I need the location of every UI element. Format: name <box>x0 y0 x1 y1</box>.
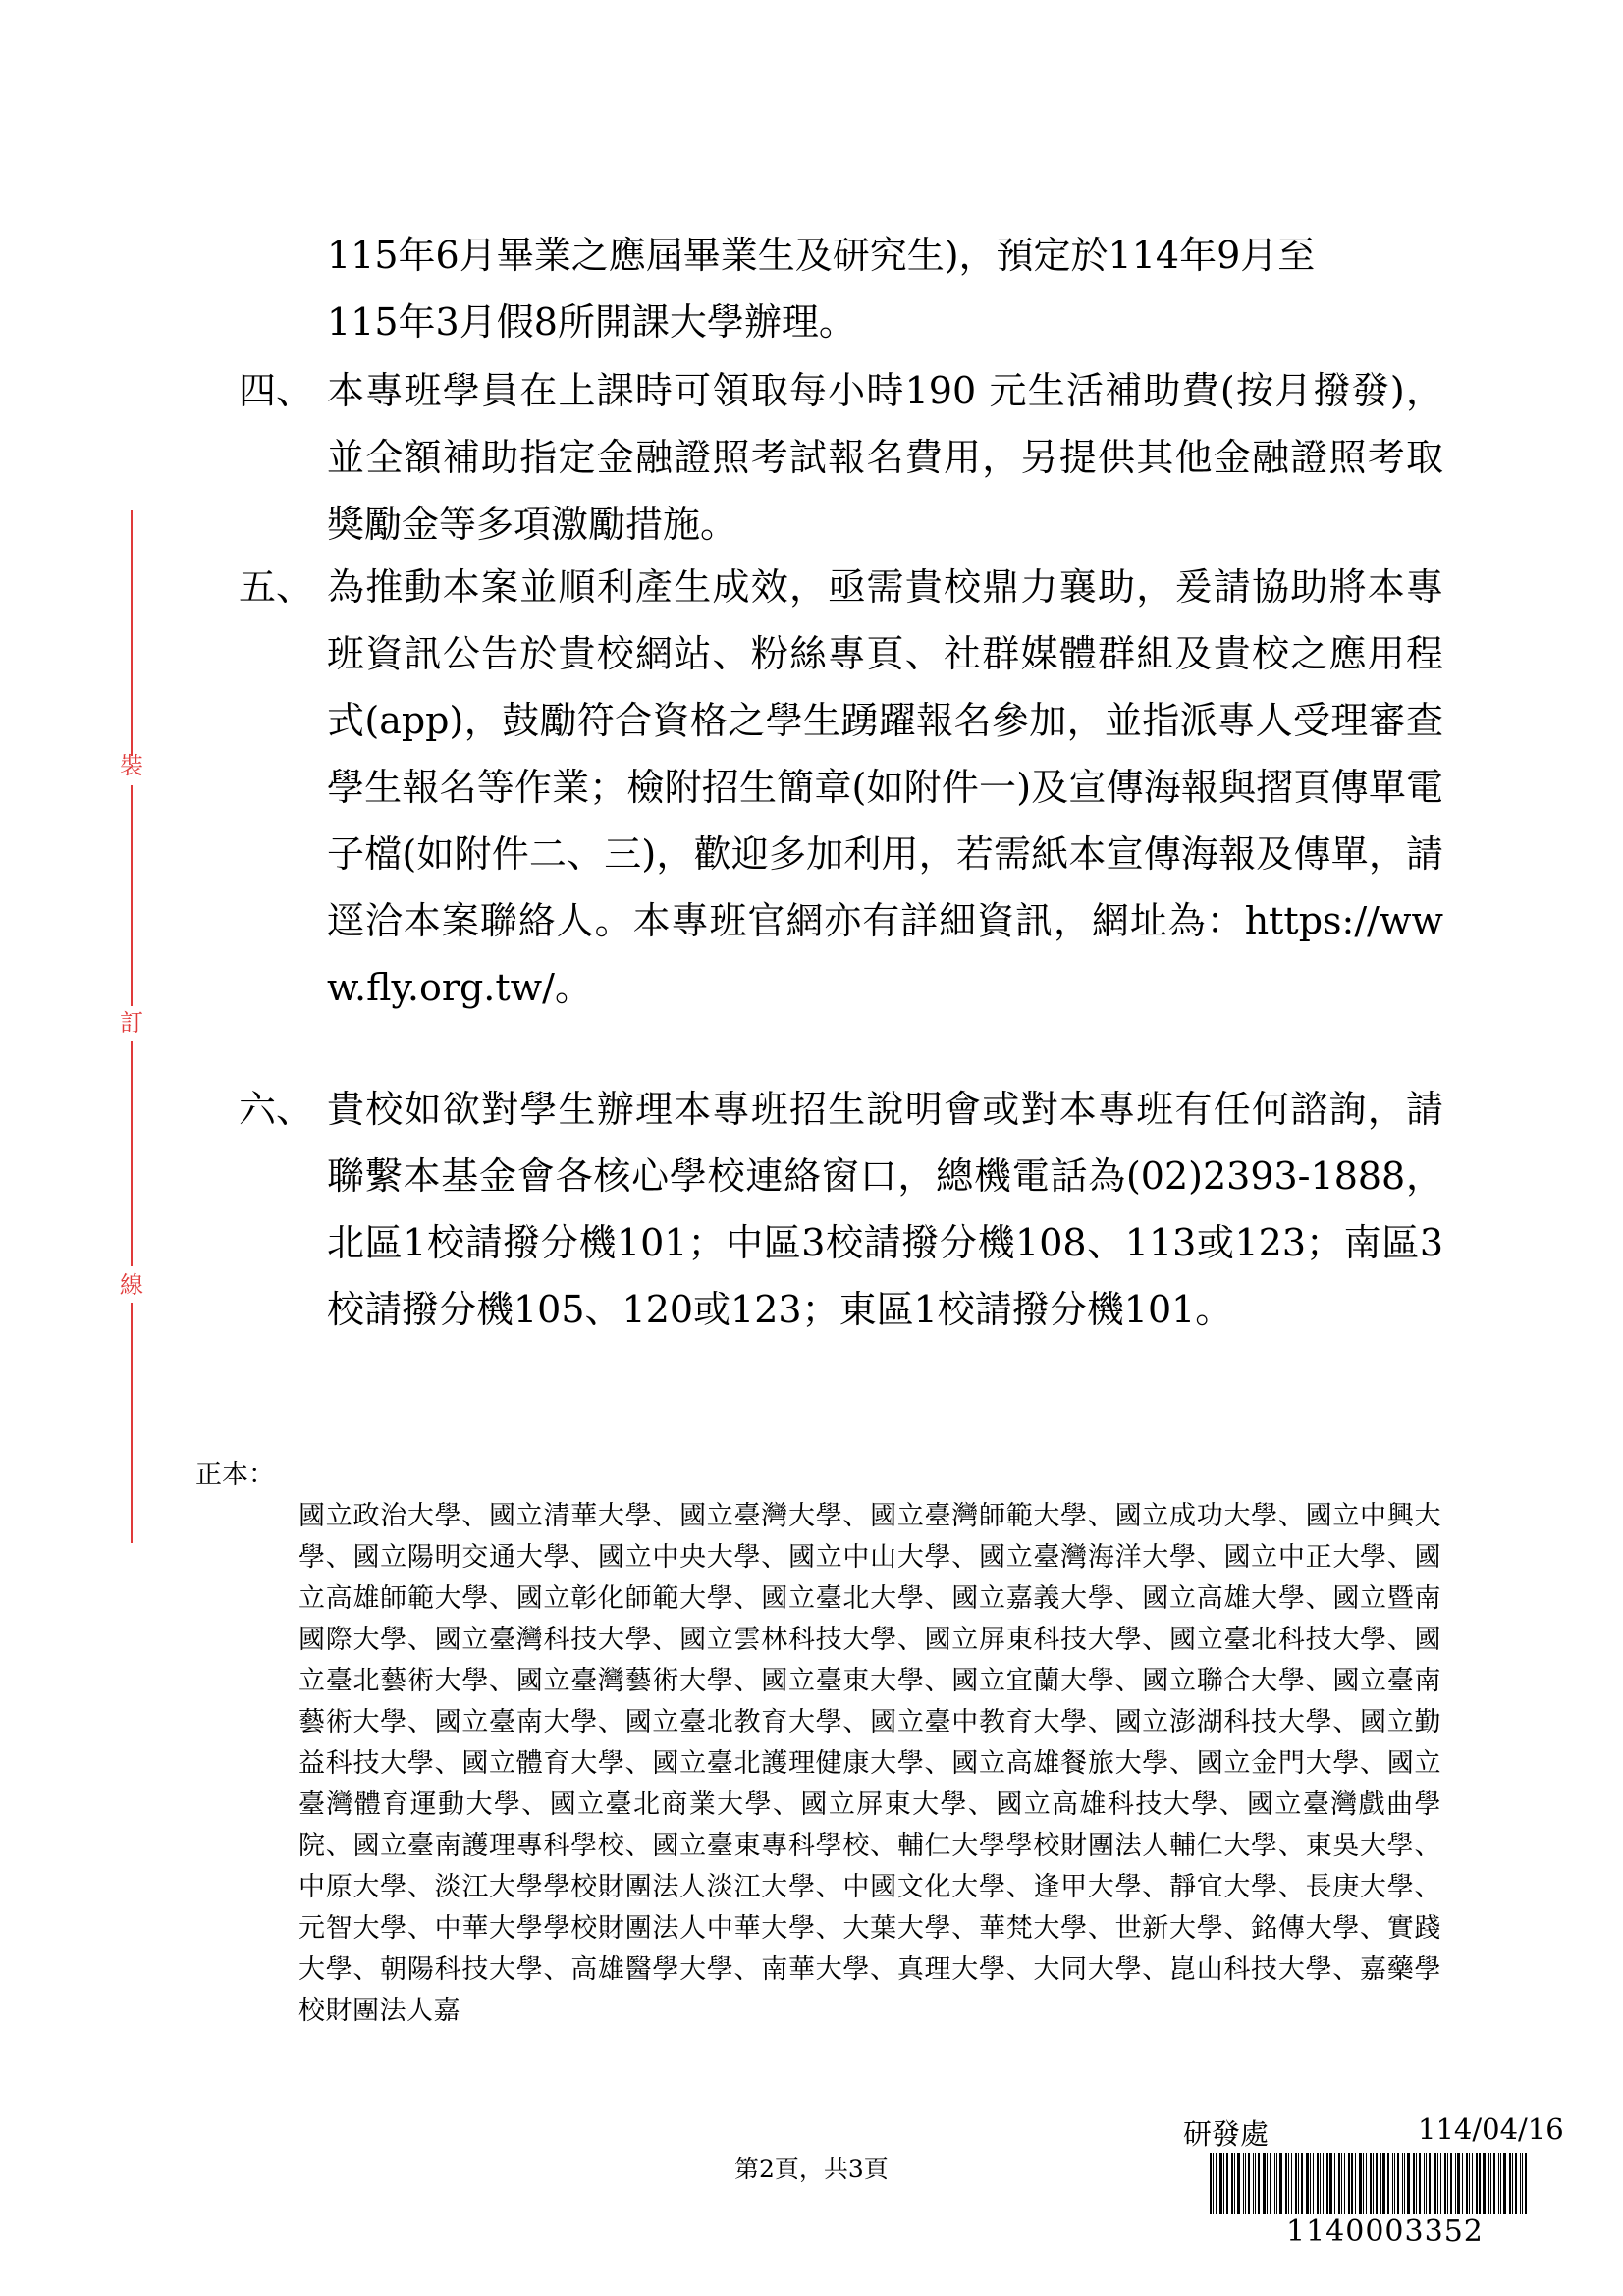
barcode-bar <box>1450 2153 1452 2214</box>
barcode-bar <box>1509 2153 1511 2214</box>
barcode-bar <box>1223 2153 1224 2214</box>
barcode-bar <box>1419 2153 1421 2214</box>
barcode-bar <box>1291 2153 1292 2214</box>
binding-mark-zhuang: 裝 <box>120 752 143 779</box>
barcode-bar <box>1380 2153 1381 2214</box>
barcode-bar <box>1298 2153 1299 2214</box>
barcode-bar <box>1387 2153 1389 2214</box>
barcode-bar <box>1274 2153 1275 2214</box>
item-five <box>239 554 1443 1021</box>
barcode-bar <box>1394 2153 1395 2214</box>
barcode-bar <box>1444 2153 1446 2214</box>
barcode-number: 1140003352 <box>1286 2215 1484 2249</box>
barcode-bar <box>1219 2153 1222 2214</box>
barcode-bar <box>1351 2153 1353 2214</box>
barcode-bar <box>1317 2153 1319 2214</box>
barcode-bar <box>1515 2153 1517 2214</box>
barcode-bar <box>1382 2153 1385 2214</box>
barcode-bar <box>1366 2153 1367 2214</box>
barcode-bar <box>1306 2153 1309 2214</box>
barcode-bar <box>1210 2153 1212 2214</box>
recipients-list: 國立政治大學、國立清華大學、國立臺灣大學、國立臺灣師範大學、國立成功大學、國立中興大學、國立陽明交通大學、國立中央大學、國立中山大學、國立臺灣海洋大學、國立中正大學、國立高雄師範大學、國立彰化師範大學、國立臺北大學、國立嘉義大學、國立高雄大學、國立暨南國際大學、國立臺灣科技大學、國立雲林科技大學、國立屏東科技大學、國立臺北科技大學、國立臺北藝術大學、國立臺灣藝術大學、國立臺東大學、國立宜蘭大學、國立聯合大學、國立臺南藝術大學、國立臺南大學、國立臺北教育大學、國立臺中教育大學、國立澎湖科技大學、國立勤益科技大學、國立體育大學、國立臺北護理健康大學、國立高雄餐旅大學、國立金門大學、國立臺灣體育運動大學、國立臺北商業大學、國立屏東大學、國立高雄科技大學、國立臺灣戲曲學院、國立臺南護理專科學校、國立臺東專科學校、輔仁大學學校財團法人輔仁大學、東吳大學、中原大學、淡江大學學校財團法人淡江大學、中國文化大學、逢甲大學、靜宜大學、長庚大學、元智大學、中華大學學校財團法人中華大學、大葉大學、華梵大學、世新大學、銘傳大學、實踐大學、朝陽科技大學、高雄醫學大學、南華大學、真理大學、大同大學、崑山科技大學、嘉藥學校財團法人嘉 <box>298 1501 1441 2026</box>
barcode-bar <box>1288 2153 1289 2214</box>
barcode-bar <box>1226 2153 1228 2214</box>
item-number: 六、 <box>239 1088 314 1131</box>
barcode-bar <box>1402 2153 1403 2214</box>
barcode-bar <box>1457 2153 1460 2214</box>
binding-mark-ding: 訂 <box>120 1009 143 1037</box>
barcode-bar <box>1522 2153 1523 2214</box>
barcode-bar <box>1310 2153 1311 2214</box>
barcode-bar <box>1404 2153 1405 2214</box>
barcode <box>1210 2153 1532 2214</box>
barcode-bar <box>1255 2153 1256 2214</box>
item-six <box>239 1076 1443 1343</box>
intro-line-2: 115年3月假8所開課大學辦理。 <box>327 300 856 344</box>
barcode-bar <box>1329 2153 1332 2214</box>
recipients-label: 正本： <box>195 1460 275 1490</box>
barcode-bar <box>1429 2153 1431 2214</box>
barcode-bar <box>1258 2153 1260 2214</box>
barcode-bar <box>1326 2153 1328 2214</box>
barcode-bar <box>1392 2153 1393 2214</box>
footer-office: 研發處 <box>1183 2117 1270 2151</box>
intro-line-1: 115年6月畢業之應屆畢業生及研究生)，預定於114年9月至 <box>327 234 1316 277</box>
barcode-bar <box>1476 2153 1478 2214</box>
barcode-bar <box>1253 2153 1254 2214</box>
binding-line-2 <box>131 785 133 1006</box>
barcode-bar <box>1490 2153 1491 2214</box>
barcode-bar <box>1483 2153 1486 2214</box>
barcode-bar <box>1243 2153 1244 2214</box>
barcode-bar <box>1466 2153 1468 2214</box>
barcode-bar <box>1440 2153 1441 2214</box>
barcode-bar <box>1525 2153 1527 2214</box>
binding-line-4 <box>131 1303 133 1543</box>
barcode-bar <box>1376 2153 1378 2214</box>
barcode-bar <box>1520 2153 1521 2214</box>
barcode-bar <box>1231 2153 1233 2214</box>
barcode-bar <box>1503 2153 1506 2214</box>
barcode-bar <box>1355 2153 1356 2214</box>
item-text: 貴校如欲對學生辦理本專班招生說明會或對本專班有任何諮詢，請聯繫本基金會各核心學校連絡窗口，總機電話為(02)2393-1888，北區1校請撥分機101；中區3校請撥分機108、113或123；南區3校請撥分機105、120或123；東區1校請撥分機101。 <box>327 1088 1443 1331</box>
barcode-bar <box>1245 2153 1246 2214</box>
barcode-bar <box>1407 2153 1410 2214</box>
barcode-bar <box>1263 2153 1266 2214</box>
item-text: 本專班學員在上課時可領取每小時190 元生活補助費(按月撥發)，並全額補助指定金融證照考試報名費用，另提供其他金融證照考取獎勵金等多項激勵措施。 <box>327 369 1443 546</box>
barcode-bar <box>1301 2153 1303 2214</box>
barcode-bar <box>1363 2153 1364 2214</box>
item-text: 為推動本案並順利產生成效，亟需貴校鼎力襄助，爰請協助將本專班資訊公告於貴校網站、粉絲專頁、社群媒體群組及貴校之應用程式(app)，鼓勵符合資格之學生踴躍報名參加，並指派專人受理審查學生報名等作業；檢附招生簡章(如附件一)及宣傳海報與摺頁傳單電子檔(如附件二、三)，歡迎多加利用，若需紙本宣傳海報及傳單，請逕洽本案聯絡人。本專班官網亦有詳細資訊，網址為：https://www.fly.org.tw/。 <box>327 565 1443 1009</box>
binding-line-3 <box>131 1041 133 1266</box>
barcode-bar <box>1479 2153 1481 2214</box>
barcode-bar <box>1488 2153 1489 2214</box>
barcode-bar <box>1320 2153 1321 2214</box>
barcode-bar <box>1216 2153 1217 2214</box>
barcode-bar <box>1512 2153 1513 2214</box>
barcode-bar <box>1469 2153 1470 2214</box>
binding-mark-xian: 線 <box>120 1271 143 1299</box>
barcode-bar <box>1295 2153 1297 2214</box>
barcode-bar <box>1323 2153 1324 2214</box>
barcode-bar <box>1334 2153 1335 2214</box>
page-number: 第2頁，共3頁 <box>734 2155 889 2183</box>
barcode-bar <box>1248 2153 1250 2214</box>
item-number: 五、 <box>239 565 314 609</box>
item-four <box>239 357 1443 558</box>
item-number: 四、 <box>239 369 314 412</box>
footer-date: 114/04/16 <box>1418 2112 1564 2146</box>
barcode-bar <box>1447 2153 1448 2214</box>
barcode-bar <box>1344 2153 1345 2214</box>
barcode-bar <box>1437 2153 1438 2214</box>
barcode-bar <box>1426 2153 1427 2214</box>
barcode-bar <box>1348 2153 1350 2214</box>
barcode-bar <box>1373 2153 1374 2214</box>
barcode-bar <box>1213 2153 1214 2214</box>
barcode-bar <box>1276 2153 1277 2214</box>
barcode-bar <box>1234 2153 1235 2214</box>
barcode-bar <box>1413 2153 1415 2214</box>
barcode-bar <box>1498 2153 1499 2214</box>
barcode-bar <box>1270 2153 1271 2214</box>
barcode-bar <box>1359 2153 1362 2214</box>
barcode-bar <box>1416 2153 1417 2214</box>
barcode-bar <box>1493 2153 1495 2214</box>
barcode-bar <box>1237 2153 1240 2214</box>
barcode-bar <box>1472 2153 1473 2214</box>
barcode-bar <box>1397 2153 1399 2214</box>
barcode-bar <box>1434 2153 1436 2214</box>
barcode-bar <box>1338 2153 1340 2214</box>
binding-line-1 <box>131 510 133 756</box>
barcode-bar <box>1500 2153 1501 2214</box>
barcode-bar <box>1462 2153 1463 2214</box>
barcode-bar <box>1341 2153 1342 2214</box>
barcode-bar <box>1455 2153 1456 2214</box>
barcode-bar <box>1279 2153 1282 2214</box>
barcode-bar <box>1424 2153 1425 2214</box>
barcode-bar <box>1285 2153 1287 2214</box>
barcode-bar <box>1267 2153 1268 2214</box>
barcode-bar <box>1313 2153 1314 2214</box>
barcode-bar <box>1370 2153 1372 2214</box>
